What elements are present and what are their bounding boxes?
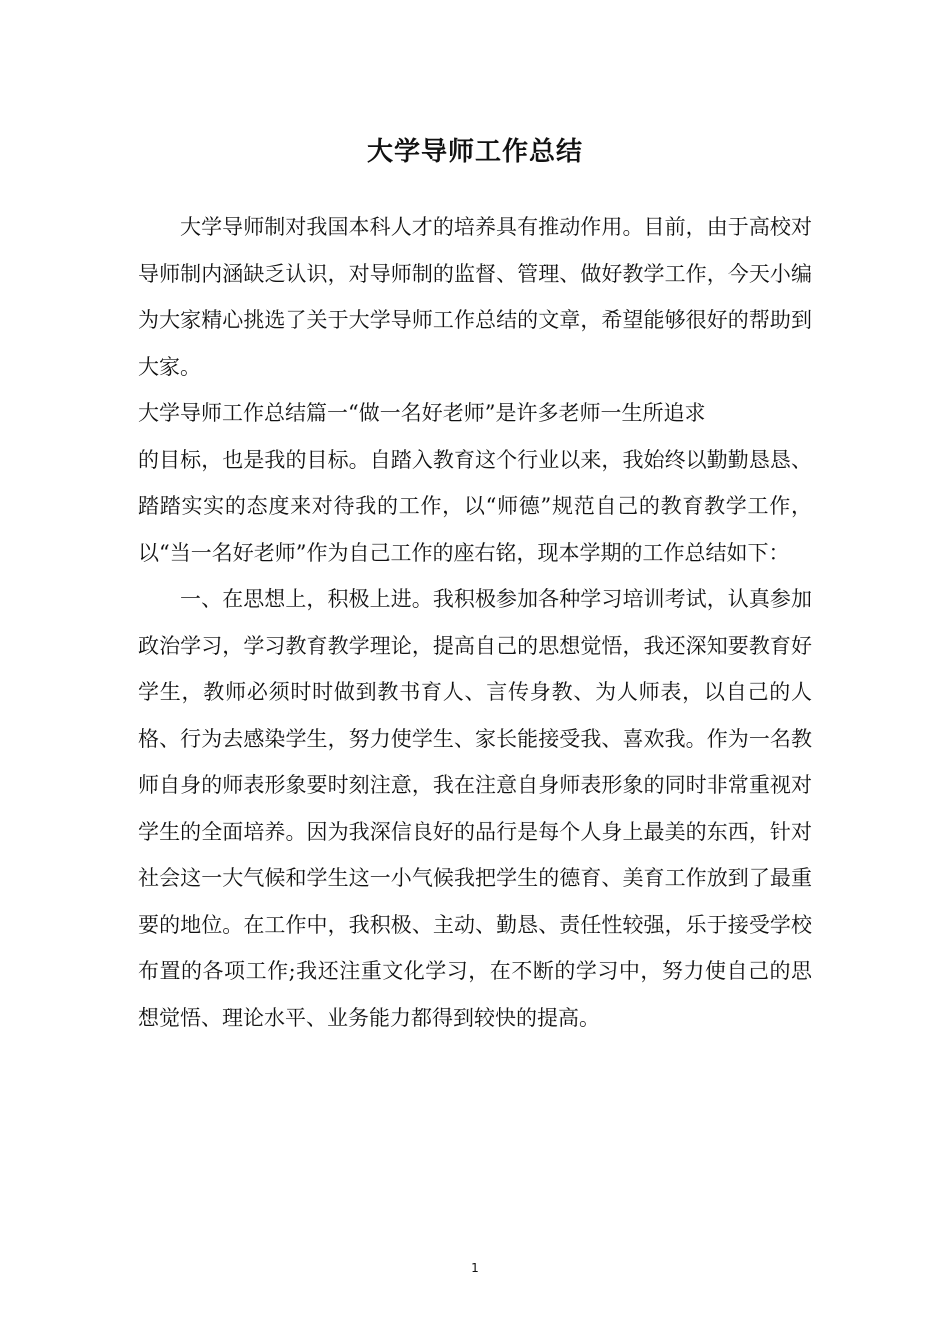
paragraph-thought: 一、在思想上，积极上进。我积极参加各种学习培训考试，认真参加政治学习，学习教育教学理论，提高自己的思想觉悟，我还深知要教育好学生，教师必须时时做到教书育人、言传身教、为人师表，以自己的人格、行为去感染学生，努力使学生、家长能接受我、喜欢我。作为一名教师自身的师表形象要时刻注意，我在注意自身师表形象的同时非常重视对学生的全面培养。因为我深信良好的品行是每个人身上最美的东西，针对社会这一大气候和学生这一小气候我把学生的德育、美育工作放到了最重要的地位。在工作中，我积极、主动、勤恳、责任性较强，乐于接受学校布置的各项工作;我还注重文化学习，在不断的学习中，努力使自己的思想觉悟、理论水平、业务能力都得到较快的提高。 [138, 587, 812, 1030]
paragraph-goal: 的目标，也是我的目标。自踏入教育这个行业以来，我始终以勤勤恳恳、踏踏实实的态度来对待我的工作，以“师德”规范自己的教育教学工作，以“当一名好老师”作为自己工作的座右铭，现本学期的工作总结如下： [138, 447, 812, 565]
paragraph-intro: 大学导师制对我国本科人才的培养具有推动作用。目前，由于高校对导师制内涵缺乏认识，对导师制的监督、管理、做好教学工作，今天小编为大家精心挑选了关于大学导师工作总结的文章，希望能够很好的帮助到大家。 [138, 215, 812, 379]
document-body [138, 204, 812, 1041]
page-number: 1 [471, 1261, 479, 1275]
paragraph-heading-line: 大学导师工作总结篇一“做一名好老师”是许多老师一生所追求 [138, 401, 706, 425]
document-title: 大学导师工作总结 [366, 137, 583, 167]
